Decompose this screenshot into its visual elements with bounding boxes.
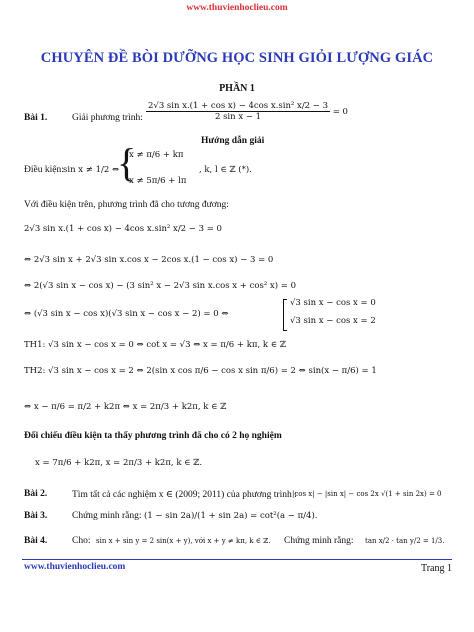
page-title: CHUYÊN ĐỀ BÒI DƯỠNG HỌC SINH GIỎI LƯỢNG GIÁC [40, 50, 434, 66]
guide-heading: Hướng dẫn giải [201, 136, 265, 146]
bai1-eq-denominator: 2 sin x − 1 [214, 112, 262, 122]
step-3: ⇔ 2(√3 sin x − cos x) − (3 sin² x − 2√3 sin x.cos x + cos² x) = 0 [24, 281, 296, 291]
case-th2: TH2: √3 sin x − cos x = 2 ⇔ 2(sin x cos π/6 − cos x sin π/6) = 2 ⇔ sin(x − π/6) = 1 [24, 366, 377, 376]
bai4-expr2: tan x/2 · tan y/2 = 1/3. [365, 537, 445, 545]
bai4-text: Cho: [72, 536, 91, 546]
condition-brace: { [117, 140, 137, 185]
bai2-label: Bài 2. [24, 489, 48, 499]
solutions: x = 7π/6 + k2π, x = 2π/3 + k2π, k ∈ ℤ. [35, 458, 203, 468]
footer-divider [22, 559, 452, 560]
bai4-prove: Chứng minh rằng: [284, 536, 354, 546]
bai1-label: Bài 1. [24, 113, 48, 123]
equiv-text: Với điều kiện trên, phương trình đã cho tương đương: [24, 200, 229, 210]
condition-case-2: x ≠ 5π/6 + lπ [129, 176, 187, 186]
bai2-expr: |cos x| − |sin x| − cos 2x √(1 + sin 2x) = 0 [292, 490, 442, 498]
step-2: ⇔ 2√3 sin x + 2√3 sin x.cos x − 2cos x.(1 − cos x) − 3 = 0 [24, 255, 274, 265]
header-url[interactable]: www.thuvienhoclieu.com [186, 3, 288, 13]
step-4-case-2: √3 sin x − cos x = 2 [290, 316, 376, 326]
step-1: 2√3 sin x.(1 + cos x) − 4cos x.sin² x/2 − 3 = 0 [24, 224, 222, 234]
footer-page-number: Trang 1 [420, 563, 452, 574]
bai1-prompt: Giải phương trình: [72, 113, 143, 123]
step-4-case-1: √3 sin x − cos x = 0 [290, 298, 376, 308]
compare-text: Đối chiếu điều kiện ta thấy phương trình đã cho có 2 họ nghiệm [24, 431, 282, 441]
bai4-expr: sin x + sin y = 2 sin(x + y), với x + y ≠ kπ, k ∈ ℤ. [96, 537, 271, 545]
bai1-equation [146, 101, 348, 122]
condition-tail: , k, l ∈ ℤ (*). [199, 165, 252, 175]
step-5: ⇔ x − π/6 = π/2 + k2π ⇔ x = 2π/3 + k2π, k ∈ ℤ [24, 402, 227, 412]
part-heading: PHẦN 1 [219, 83, 255, 94]
condition-label: Điều kiện: [24, 165, 64, 175]
bai1-eq-rhs: = 0 [332, 107, 348, 117]
step-4-bracket [283, 299, 287, 331]
bai2-text: Tìm tất cả các nghiệm x ∈ (2009; 2011) của phương trình : [72, 490, 297, 500]
condition-case-1: x ≠ π/6 + kπ [129, 150, 184, 160]
bai3-label: Bài 3. [24, 511, 48, 521]
bai3-text: Chứng minh rằng: [72, 511, 142, 521]
footer-url[interactable]: www.thuvienhoclieu.com [24, 562, 126, 572]
bai4-label: Bài 4. [24, 536, 48, 546]
condition-expr: sin x ≠ 1/2 ⇔ [63, 165, 120, 175]
bai3-expr: (1 − sin 2a)/(1 + sin 2a) = cot²(a − π/4). [144, 511, 318, 521]
step-4: ⇔ (√3 sin x − cos x)(√3 sin x − cos x − 2) = 0 ⇔ [24, 309, 229, 319]
bai1-eq-numerator: 2√3 sin x.(1 + cos x) − 4cos x.sin² x/2 − 3 [148, 101, 329, 111]
case-th1: TH1: √3 sin x − cos x = 0 ⇔ cot x = √3 ⇔ x = π/6 + kπ, k ∈ ℤ [24, 340, 286, 350]
